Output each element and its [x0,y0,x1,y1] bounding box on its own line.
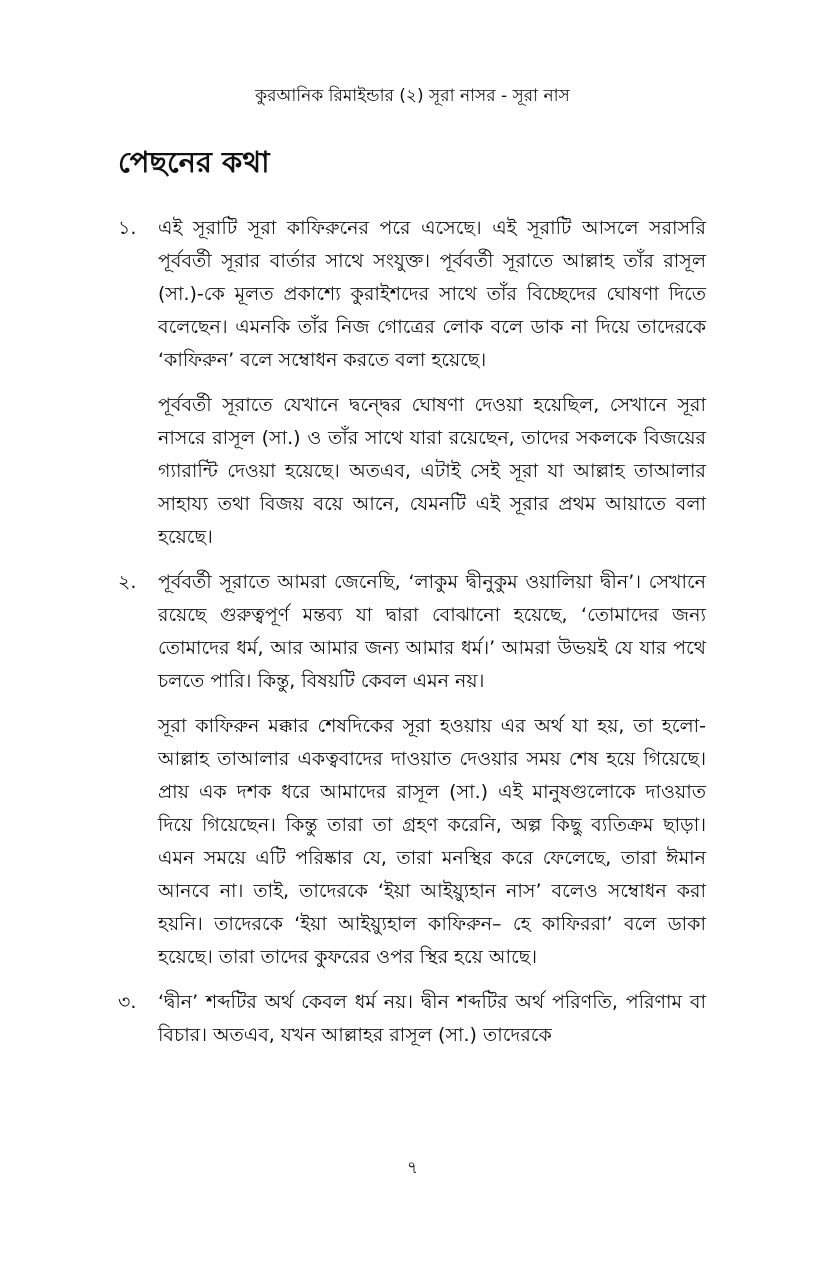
item-number: ৩. [118,991,137,1013]
paragraph: সূরা কাফিরুন মক্কার শেষদিকের সূরা হওয়ায় এর অর্থ যা হয়, তা হলো- আল্লাহ তাআলার একত্ববাদের দাওয়াত দেওয়ার সময় শেষ হয়ে গিয়েছে। প্রায় এক দশক ধরে আমাদের রাসূল (সা.) এই মানুষগুলোকে দাওয়াত দিয়ে গিয়েছেন। কিন্তু তারা তা গ্রহণ করেনি, অল্প কিছু ব্যতিক্রম ছাড়া। এমন সময়ে এটি পরিষ্কার যে, তারা মনস্থির করে ফেলেছে, তারা ঈমান আনবে না। তাই, তাদেরকে ‘ইয়া আইয়্যুহান নাস’ বলেও সম্বোধন করা হয়নি। তাদেরকে ‘ইয়া আইয়্যুহাল কাফিরুন– হে কাফিররা’ বলে ডাকা হয়েছে। তারা তাদের কুফরের ওপর স্থির হয়ে আছে। [158,715,706,968]
body-text [118,212,706,1064]
paragraph: এই সূরাটি সূরা কাফিরুনের পরে এসেছে। এই সূরাটি আসলে সরাসরি পূর্ববর্তী সূরার বার্তার সাথে সংযুক্ত। পূর্ববর্তী সূরাতে আল্লাহ তাঁর রাসূল (সা.)-কে মূলত প্রকাশ্যে কুরাইশদের সাথে তাঁর বিচ্ছেদের ঘোষণা দিতে বলেছেন। এমনকি তাঁর নিজ গোত্রের লোক বলে ডাক না দিয়ে তাদেরকে ‘কাফিরুন’ বলে সম্বোধন করতে বলা হয়েছে। [158,217,706,371]
numbered-item-3 [118,986,706,1052]
paragraph: পূর্ববর্তী সূরাতে যেখানে দ্বন্দ্বের ঘোষণা দেওয়া হয়েছিল, সেখানে সূরা নাসরে রাসূল (সা.) ও তাঁর সাথে যারা রয়েছেন, তাদের সকলকে বিজয়ের গ্যারান্টি দেওয়া হয়েছে। অতএব, এটাই সেই সূরা যা আল্লাহ তাআলার সাহায্য তথা বিজয় বয়ে আনে, যেমনটি এই সূরার প্রথম আয়াতে বলা হয়েছে। [158,394,706,548]
item-content [158,986,706,1052]
page-number: ৭ [406,1158,419,1178]
item-content [158,566,706,974]
numbered-item-2 [118,566,706,974]
section-title: পেছনের কথা [118,145,270,179]
paragraph: ‘দ্বীন’ শব্দটির অর্থ কেবল ধর্ম নয়। দ্বীন শব্দটির অর্থ পরিণতি, পরিণাম বা বিচার। অতএব, যখন আল্লাহর রাসূল (সা.) তাদেরকে [158,991,706,1046]
item-number: ২. [118,571,137,593]
paragraph: পূর্ববর্তী সূরাতে আমরা জেনেছি, ‘লাকুম দ্বীনুকুম ওয়ালিয়া দ্বীন’। সেখানে রয়েছে গুরুত্বপূর্ণ মন্তব্য যা দ্বারা বোঝানো হয়েছে, ‘তোমাদের জন্য তোমাদের ধর্ম, আর আমার জন্য আমার ধর্ম।’ আমরা উভয়ই যে যার পথে চলতে পারি। কিন্তু, বিষয়টি কেবল এমন নয়। [158,571,706,692]
item-number: ১. [118,217,137,239]
item-content [158,212,706,554]
running-head: কুরআনিক রিমাইন্ডার (২) সূরা নাসর - সূরা নাস [255,86,570,106]
numbered-item-1 [118,212,706,554]
